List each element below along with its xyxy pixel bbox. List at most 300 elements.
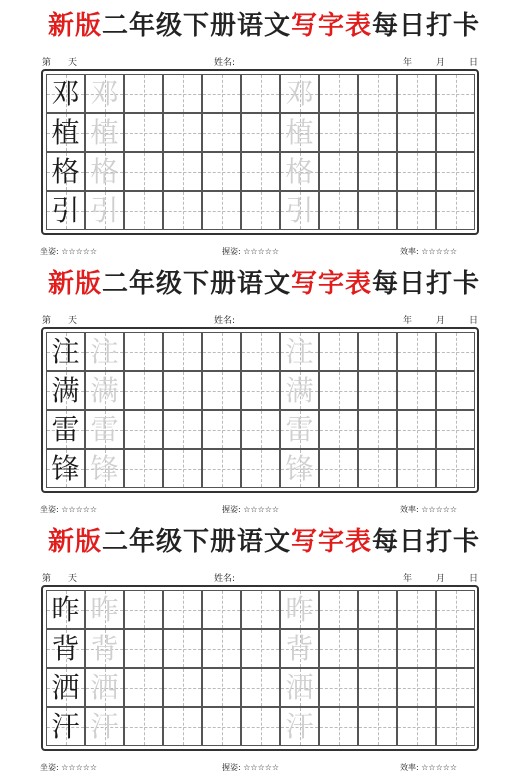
practice-cell[interactable] (202, 332, 241, 371)
practice-cell[interactable] (202, 449, 241, 488)
guide-line-horizontal (242, 133, 279, 134)
practice-cell[interactable] (163, 113, 202, 152)
writing-grid-frame (41, 327, 479, 493)
guide-line-horizontal (320, 610, 357, 611)
guide-line-horizontal (320, 133, 357, 134)
practice-cell[interactable] (436, 707, 475, 746)
guide-line-horizontal (164, 649, 201, 650)
guide-line-horizontal (359, 172, 396, 173)
practice-cell[interactable] (436, 191, 475, 230)
writing-grid (46, 590, 474, 746)
guide-line-horizontal (437, 133, 474, 134)
practice-cell[interactable] (202, 152, 241, 191)
trace-character: 锋 (90, 452, 119, 485)
sheet-title (0, 268, 528, 300)
guide-line-horizontal (437, 172, 474, 173)
grid-row (46, 410, 474, 449)
guide-line-horizontal (242, 727, 279, 728)
practice-cell[interactable] (202, 113, 241, 152)
name-label: 姓名: (214, 574, 236, 584)
title-part-c: 写字表 (291, 11, 373, 41)
practice-cell[interactable] (202, 590, 241, 629)
guide-line-horizontal (164, 211, 201, 212)
guide-line-horizontal (398, 430, 435, 431)
practice-cell[interactable] (163, 668, 202, 707)
practice-cell[interactable] (85, 668, 124, 707)
guide-line-horizontal (242, 430, 279, 431)
model-character: 昨 (51, 593, 80, 626)
guide-line-horizontal (359, 133, 396, 134)
trace-character: 格 (285, 155, 314, 188)
practice-cell[interactable] (280, 629, 319, 668)
year-label: 年 (403, 574, 413, 584)
trace-character: 满 (285, 374, 314, 407)
guide-line-horizontal (320, 649, 357, 650)
practice-cell[interactable] (124, 152, 163, 191)
practice-cell[interactable] (397, 668, 436, 707)
guide-line-horizontal (398, 688, 435, 689)
practice-sheet (0, 516, 528, 774)
trace-character: 满 (90, 374, 119, 407)
guide-line-horizontal (359, 430, 396, 431)
model-character-cell (46, 449, 85, 488)
model-character-cell (46, 113, 85, 152)
practice-cell[interactable] (241, 113, 280, 152)
guide-line-horizontal (359, 469, 396, 470)
practice-cell[interactable] (280, 410, 319, 449)
practice-cell[interactable] (241, 191, 280, 230)
trace-character: 昨 (285, 593, 314, 626)
practice-cell[interactable] (124, 332, 163, 371)
guide-line-horizontal (125, 391, 162, 392)
trace-character: 邓 (90, 77, 119, 110)
practice-cell[interactable] (202, 74, 241, 113)
guide-line-horizontal (242, 469, 279, 470)
practice-cell[interactable] (436, 371, 475, 410)
practice-cell[interactable] (85, 113, 124, 152)
trace-character: 注 (285, 335, 314, 368)
grid-row (46, 449, 474, 488)
model-character-cell (46, 590, 85, 629)
practice-cell[interactable] (163, 371, 202, 410)
guide-line-horizontal (203, 94, 240, 95)
posture-rating: 坐姿: ☆☆☆☆☆ (40, 763, 98, 772)
practice-cell[interactable] (124, 410, 163, 449)
guide-line-horizontal (398, 610, 435, 611)
guide-line-horizontal (203, 688, 240, 689)
model-character: 洒 (51, 671, 80, 704)
practice-cell[interactable] (319, 191, 358, 230)
guide-line-horizontal (164, 610, 201, 611)
practice-cell[interactable] (85, 707, 124, 746)
guide-line-horizontal (398, 391, 435, 392)
practice-cell[interactable] (319, 113, 358, 152)
practice-cell[interactable] (436, 332, 475, 371)
guide-line-horizontal (242, 211, 279, 212)
model-character-cell (46, 707, 85, 746)
model-character: 引 (51, 194, 80, 227)
practice-cell[interactable] (202, 191, 241, 230)
practice-cell[interactable] (358, 629, 397, 668)
guide-line-horizontal (203, 391, 240, 392)
model-character-cell (46, 668, 85, 707)
practice-cell[interactable] (436, 668, 475, 707)
trace-character: 汗 (90, 710, 119, 743)
grid-row (46, 191, 474, 230)
practice-cell[interactable] (124, 371, 163, 410)
guide-line-horizontal (164, 172, 201, 173)
guide-line-horizontal (437, 211, 474, 212)
guide-line-horizontal (125, 727, 162, 728)
guide-line-horizontal (164, 688, 201, 689)
year-label: 年 (403, 58, 413, 68)
practice-cell[interactable] (241, 152, 280, 191)
practice-cell[interactable] (202, 371, 241, 410)
practice-cell[interactable] (358, 410, 397, 449)
sheet-title (0, 526, 528, 558)
guide-line-horizontal (437, 94, 474, 95)
guide-line-horizontal (242, 172, 279, 173)
practice-cell[interactable] (163, 449, 202, 488)
model-character-cell (46, 371, 85, 410)
info-line (40, 315, 484, 327)
practice-cell[interactable] (319, 668, 358, 707)
name-label: 姓名: (214, 316, 236, 326)
practice-cell[interactable] (436, 410, 475, 449)
practice-cell[interactable] (163, 629, 202, 668)
grid-row (46, 629, 474, 668)
practice-cell[interactable] (319, 629, 358, 668)
title-part-d: 每日打卡 (372, 11, 481, 41)
practice-cell[interactable] (397, 74, 436, 113)
practice-cell[interactable] (85, 629, 124, 668)
practice-cell[interactable] (163, 707, 202, 746)
guide-line-horizontal (203, 133, 240, 134)
practice-cell[interactable] (241, 410, 280, 449)
practice-cell[interactable] (163, 74, 202, 113)
practice-cell[interactable] (280, 707, 319, 746)
guide-line-horizontal (242, 391, 279, 392)
date-label: 日 (469, 574, 479, 584)
rating-footer (40, 762, 484, 774)
guide-line-horizontal (203, 610, 240, 611)
guide-line-horizontal (125, 172, 162, 173)
practice-cell[interactable] (319, 74, 358, 113)
title-part-b: 二年级下册语文 (101, 11, 291, 41)
guide-line-horizontal (242, 610, 279, 611)
practice-cell[interactable] (280, 113, 319, 152)
practice-sheet (0, 0, 528, 258)
practice-cell[interactable] (436, 113, 475, 152)
rating-footer (40, 246, 484, 258)
title-part-c: 写字表 (291, 269, 373, 299)
practice-cell[interactable] (397, 629, 436, 668)
practice-cell[interactable] (358, 74, 397, 113)
practice-cell[interactable] (319, 707, 358, 746)
model-character-cell (46, 74, 85, 113)
trace-character: 锋 (285, 452, 314, 485)
practice-cell[interactable] (241, 371, 280, 410)
trace-character: 昨 (90, 593, 119, 626)
guide-line-horizontal (164, 430, 201, 431)
practice-cell[interactable] (436, 152, 475, 191)
trace-character: 邓 (285, 77, 314, 110)
info-line (40, 57, 484, 69)
title-part-a: 新版 (47, 269, 102, 299)
practice-cell[interactable] (85, 332, 124, 371)
practice-cell[interactable] (163, 152, 202, 191)
practice-cell[interactable] (280, 152, 319, 191)
practice-sheet (0, 258, 528, 516)
guide-line-horizontal (164, 727, 201, 728)
practice-cell[interactable] (280, 449, 319, 488)
model-character: 注 (51, 335, 80, 368)
guide-line-horizontal (203, 172, 240, 173)
trace-character: 注 (90, 335, 119, 368)
practice-cell[interactable] (358, 590, 397, 629)
practice-cell[interactable] (124, 191, 163, 230)
practice-cell[interactable] (124, 629, 163, 668)
practice-cell[interactable] (85, 371, 124, 410)
practice-cell[interactable] (280, 371, 319, 410)
practice-cell[interactable] (124, 707, 163, 746)
guide-line-horizontal (320, 391, 357, 392)
practice-cell[interactable] (358, 371, 397, 410)
practice-cell[interactable] (280, 668, 319, 707)
guide-line-horizontal (125, 688, 162, 689)
guide-line-horizontal (398, 469, 435, 470)
guide-line-horizontal (203, 211, 240, 212)
practice-cell[interactable] (202, 410, 241, 449)
model-character: 汗 (51, 710, 80, 743)
guide-line-horizontal (320, 211, 357, 212)
guide-line-horizontal (398, 94, 435, 95)
practice-cell[interactable] (85, 74, 124, 113)
practice-cell[interactable] (319, 410, 358, 449)
guide-line-horizontal (203, 649, 240, 650)
practice-cell[interactable] (397, 371, 436, 410)
practice-cell[interactable] (397, 707, 436, 746)
writing-grid (46, 74, 474, 230)
guide-line-horizontal (164, 352, 201, 353)
practice-cell[interactable] (85, 410, 124, 449)
guide-line-horizontal (125, 352, 162, 353)
guide-line-horizontal (125, 94, 162, 95)
practice-cell[interactable] (85, 590, 124, 629)
guide-line-horizontal (320, 172, 357, 173)
guide-line-horizontal (164, 391, 201, 392)
practice-cell[interactable] (358, 332, 397, 371)
practice-cell[interactable] (241, 668, 280, 707)
title-part-c: 写字表 (291, 527, 373, 557)
practice-cell[interactable] (202, 668, 241, 707)
grid-row (46, 668, 474, 707)
guide-line-horizontal (320, 469, 357, 470)
model-character: 格 (51, 155, 80, 188)
practice-cell[interactable] (436, 590, 475, 629)
guide-line-horizontal (203, 727, 240, 728)
practice-cell[interactable] (163, 410, 202, 449)
sheet-title (0, 10, 528, 42)
month-label: 月 (436, 316, 446, 326)
model-character-cell (46, 332, 85, 371)
practice-cell[interactable] (319, 449, 358, 488)
practice-cell[interactable] (397, 152, 436, 191)
guide-line-horizontal (203, 352, 240, 353)
writing-grid-frame (41, 69, 479, 235)
practice-cell[interactable] (163, 590, 202, 629)
practice-cell[interactable] (241, 707, 280, 746)
practice-cell[interactable] (241, 629, 280, 668)
date-label: 日 (469, 316, 479, 326)
guide-line-horizontal (203, 469, 240, 470)
trace-character: 背 (285, 632, 314, 665)
practice-cell[interactable] (280, 74, 319, 113)
guide-line-horizontal (437, 727, 474, 728)
name-label: 姓名: (214, 58, 236, 68)
practice-cell[interactable] (319, 371, 358, 410)
trace-character: 雷 (285, 413, 314, 446)
trace-character: 引 (285, 194, 314, 227)
efficiency-rating: 效率: ☆☆☆☆☆ (400, 763, 458, 772)
trace-character: 引 (90, 194, 119, 227)
writing-grid-frame (41, 585, 479, 751)
guide-line-horizontal (359, 94, 396, 95)
rating-footer (40, 504, 484, 516)
guide-line-horizontal (359, 352, 396, 353)
practice-cell[interactable] (358, 449, 397, 488)
practice-cell[interactable] (397, 410, 436, 449)
guide-line-horizontal (125, 133, 162, 134)
model-character-cell (46, 152, 85, 191)
practice-cell[interactable] (124, 668, 163, 707)
efficiency-rating: 效率: ☆☆☆☆☆ (400, 247, 458, 256)
title-part-a: 新版 (47, 527, 102, 557)
practice-cell[interactable] (436, 449, 475, 488)
practice-cell[interactable] (163, 191, 202, 230)
guide-line-horizontal (437, 469, 474, 470)
day-prefix-label: 第 (42, 316, 52, 326)
grid-row (46, 590, 474, 629)
practice-cell[interactable] (358, 113, 397, 152)
practice-cell[interactable] (241, 590, 280, 629)
practice-cell[interactable] (241, 74, 280, 113)
practice-cell[interactable] (124, 590, 163, 629)
year-label: 年 (403, 316, 413, 326)
practice-cell[interactable] (280, 590, 319, 629)
title-part-a: 新版 (47, 11, 102, 41)
guide-line-horizontal (203, 430, 240, 431)
grid-row (46, 152, 474, 191)
practice-cell[interactable] (163, 332, 202, 371)
info-line (40, 573, 484, 585)
practice-cell[interactable] (397, 113, 436, 152)
practice-cell[interactable] (124, 113, 163, 152)
title-part-d: 每日打卡 (372, 269, 481, 299)
practice-cell[interactable] (358, 668, 397, 707)
guide-line-horizontal (242, 94, 279, 95)
practice-cell[interactable] (124, 74, 163, 113)
guide-line-horizontal (437, 391, 474, 392)
guide-line-horizontal (437, 610, 474, 611)
practice-cell[interactable] (280, 191, 319, 230)
guide-line-horizontal (320, 430, 357, 431)
guide-line-horizontal (125, 649, 162, 650)
practice-cell[interactable] (319, 152, 358, 191)
guide-line-horizontal (125, 469, 162, 470)
practice-cell[interactable] (202, 629, 241, 668)
model-character-cell (46, 191, 85, 230)
date-label: 日 (469, 58, 479, 68)
guide-line-horizontal (359, 391, 396, 392)
writing-grid (46, 332, 474, 488)
practice-cell[interactable] (280, 332, 319, 371)
guide-line-horizontal (359, 610, 396, 611)
practice-cell[interactable] (436, 629, 475, 668)
model-character-cell (46, 629, 85, 668)
practice-cell[interactable] (397, 449, 436, 488)
grid-row (46, 113, 474, 152)
day-suffix-label: 天 (68, 58, 78, 68)
practice-cell[interactable] (319, 590, 358, 629)
title-part-b: 二年级下册语文 (101, 527, 291, 557)
practice-cell[interactable] (397, 191, 436, 230)
practice-cell[interactable] (358, 707, 397, 746)
month-label: 月 (436, 58, 446, 68)
grid-row (46, 371, 474, 410)
practice-cell[interactable] (358, 191, 397, 230)
practice-cell[interactable] (85, 449, 124, 488)
grid-row (46, 74, 474, 113)
model-character: 邓 (51, 77, 80, 110)
guide-line-horizontal (437, 352, 474, 353)
trace-character: 背 (90, 632, 119, 665)
guide-line-horizontal (320, 688, 357, 689)
guide-line-horizontal (398, 727, 435, 728)
guide-line-horizontal (398, 649, 435, 650)
practice-cell[interactable] (241, 332, 280, 371)
practice-cell[interactable] (358, 152, 397, 191)
day-suffix-label: 天 (68, 574, 78, 584)
guide-line-horizontal (359, 727, 396, 728)
practice-cell[interactable] (241, 449, 280, 488)
practice-cell[interactable] (85, 152, 124, 191)
month-label: 月 (436, 574, 446, 584)
grid-row (46, 707, 474, 746)
practice-cell[interactable] (397, 590, 436, 629)
guide-line-horizontal (359, 688, 396, 689)
practice-cell[interactable] (436, 74, 475, 113)
guide-line-horizontal (242, 649, 279, 650)
guide-line-horizontal (398, 172, 435, 173)
practice-cell[interactable] (202, 707, 241, 746)
grid-row (46, 332, 474, 371)
title-part-b: 二年级下册语文 (101, 269, 291, 299)
practice-cell[interactable] (397, 332, 436, 371)
trace-character: 洒 (285, 671, 314, 704)
model-character-cell (46, 410, 85, 449)
posture-rating: 坐姿: ☆☆☆☆☆ (40, 505, 98, 514)
guide-line-horizontal (437, 688, 474, 689)
guide-line-horizontal (437, 430, 474, 431)
practice-cell[interactable] (85, 191, 124, 230)
trace-character: 雷 (90, 413, 119, 446)
practice-cell[interactable] (319, 332, 358, 371)
guide-line-horizontal (359, 649, 396, 650)
guide-line-horizontal (398, 352, 435, 353)
model-character: 雷 (51, 413, 80, 446)
practice-cell[interactable] (124, 449, 163, 488)
